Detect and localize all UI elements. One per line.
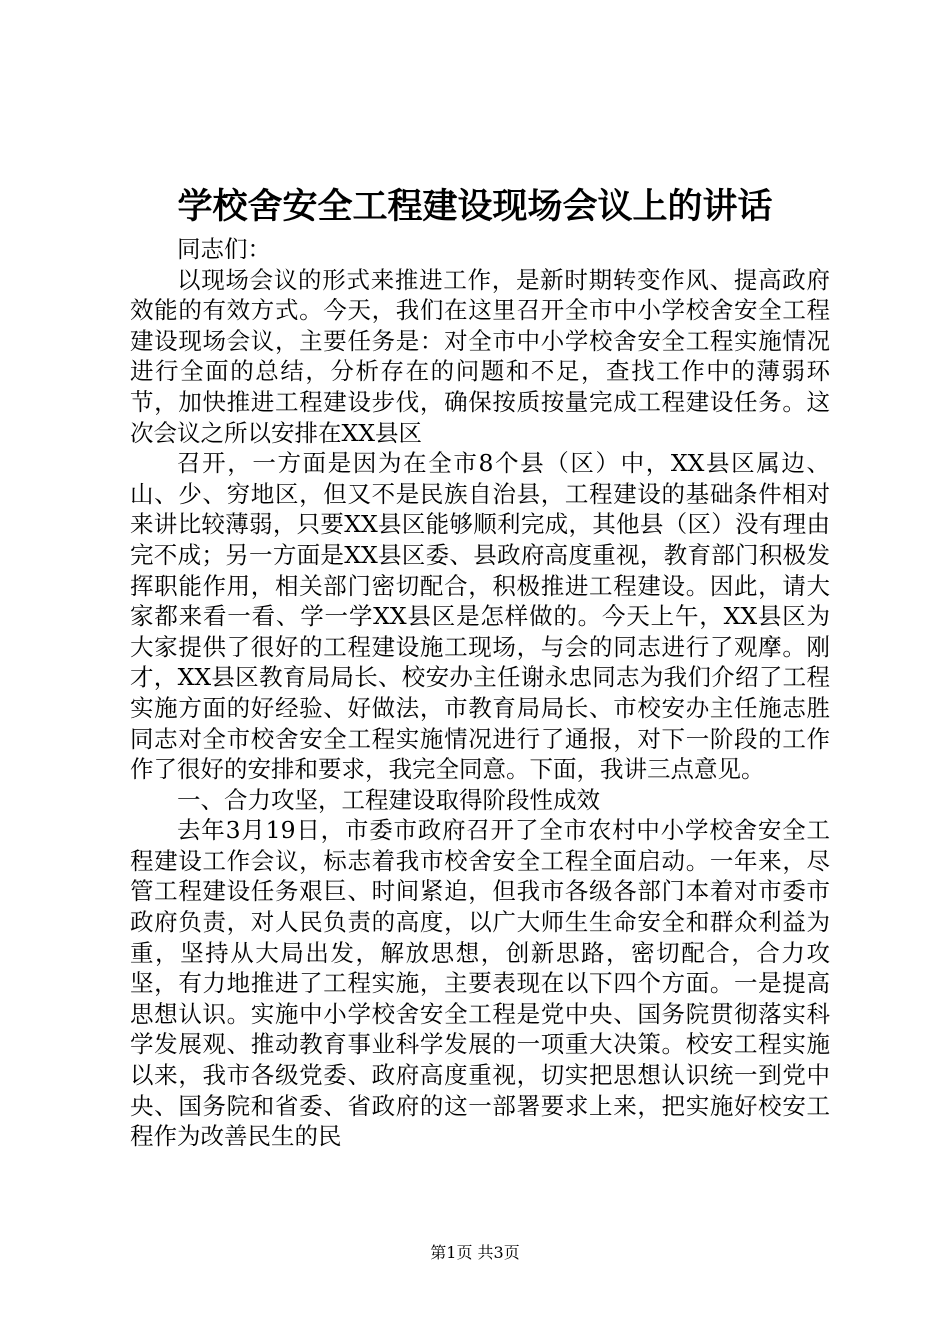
body-paragraph: 召开，一方面是因为在全市8个县（区）中，XX县区属边、山、少、穷地区，但又不是民族自治县，工程建设的基础条件相对来讲比较薄弱，只要XX县区能够顺利完成，其他县（区）没有理由完不成；另一方面是XX县区委、县政府高度重视，教育部门积极发挥职能作用，相关部门密切配合，积极推进工程建设。因此，请大家都来看一看、学一学XX县区是怎样做的。今天上午，XX县区为大家提供了很好的工程建设施工现场，与会的同志进行了观摩。刚才，XX县区教育局局长、校安办主任谢永忠同志为我们介绍了工程实施方面的好经验、好做法，市教育局局长、市校安办主任施志胜同志对全市校舍安全工程实施情况进行了通报，对下一阶段的工作作了很好的安排和要求，我完全同意。下面，我讲三点意见。 — [130, 449, 830, 784]
body-paragraph: 去年3月19日，市委市政府召开了全市农村中小学校舍安全工程建设工作会议，标志着我市校舍安全工程全面启动。一年来，尽管工程建设任务艰巨、时间紧迫，但我市各级各部门本着对市委市政府负责，对人民负责的高度，以广大师生生命安全和群众利益为重，坚持从大局出发，解放思想，创新思路，密切配合，合力攻坚，有力地推进了工程实施，主要表现在以下四个方面。一是提高思想认识。实施中小学校舍安全工程是党中央、国务院贯彻落实科学发展观、推动教育事业科学发展的一项重大决策。校安工程实施以来，我市各级党委、政府高度重视，切实把思想认识统一到党中央、国务院和省委、省政府的这一部署要求上来，把实施好校安工程作为改善民生的民 — [130, 816, 830, 1151]
document-body — [130, 234, 830, 1152]
section-heading: 一、合力攻坚，工程建设取得阶段性成效 — [177, 785, 600, 814]
body-paragraph: 以现场会议的形式来推进工作，是新时期转变作风、提高政府效能的有效方式。今天，我们在这里召开全市中小学校舍安全工程建设现场会议，主要任务是：对全市中小学校舍安全工程实施情况进行全面的总结，分析存在的问题和不足，查找工作中的薄弱环节，加快推进工程建设步伐，确保按质按量完成工程建设任务。这次会议之所以安排在XX县区 — [130, 265, 830, 447]
salutation-paragraph: 同志们： — [177, 235, 271, 263]
document-title: 学校舍安全工程建设现场会议上的讲话 — [177, 186, 773, 227]
page-number-footer: 第1页 共3页 — [430, 1243, 520, 1262]
